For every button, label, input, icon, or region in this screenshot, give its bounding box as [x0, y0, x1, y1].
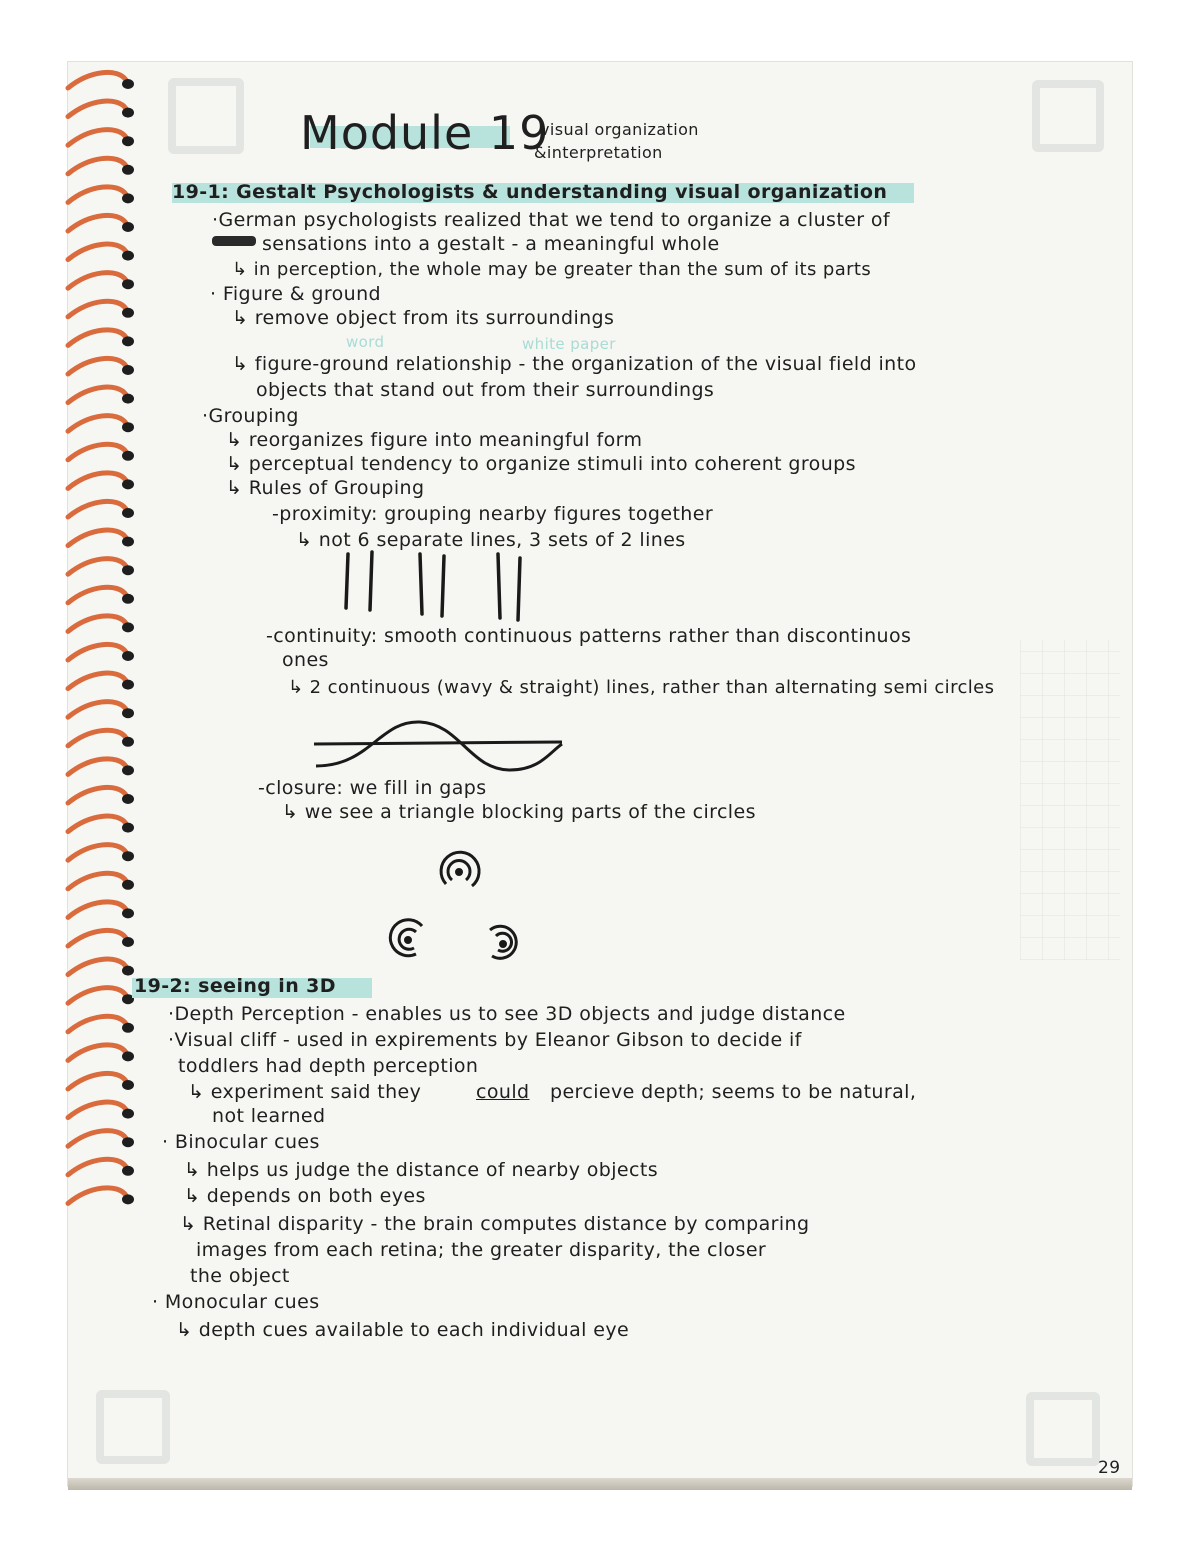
binding-hole: [122, 279, 134, 289]
note-line: objects that stand out from their surroundings: [256, 379, 715, 401]
closure-circles-drawing-icon: [388, 846, 528, 966]
binding-hole: [122, 908, 134, 918]
binding-hole: [122, 1051, 134, 1061]
proximity-lines-drawing-icon: [330, 548, 530, 624]
spiral-ring: [68, 1188, 126, 1204]
spiral-ring: [68, 1159, 126, 1175]
spiral-ring: [68, 988, 126, 1004]
binding-hole: [122, 1194, 134, 1204]
note-line: images from each retina; the greater disparity, the closer: [196, 1239, 767, 1261]
note-line: -proximity: grouping nearby figures together: [272, 503, 714, 525]
page-number: 29: [1098, 1458, 1121, 1478]
spiral-ring: [68, 587, 126, 603]
section-2-heading: 19-2: seeing in 3D: [134, 975, 336, 997]
note-line: ·Visual cliff - used in expirements by Eleanor Gibson to decide if: [168, 1029, 802, 1051]
note-line: ↳ remove object from its surroundings: [232, 307, 615, 329]
spiral-ring: [68, 1073, 126, 1089]
ghost-square: [168, 78, 244, 154]
ghost-square: [1032, 80, 1104, 152]
spiral-ring: [68, 616, 126, 632]
binding-hole: [122, 451, 134, 461]
ghost-square: [96, 1390, 170, 1464]
spiral-ring: [68, 72, 126, 88]
note-line: ↳ depth cues available to each individual eye: [176, 1319, 630, 1341]
spiral-ring: [68, 330, 126, 346]
binding-hole: [122, 708, 134, 718]
ghost-label: white paper: [522, 335, 616, 353]
binding-hole: [122, 336, 134, 346]
spiral-ring: [68, 387, 126, 403]
continuity-wave-drawing-icon: [310, 714, 570, 784]
binding-hole: [122, 222, 134, 232]
subtitle-line-2: &interpretation: [534, 143, 663, 162]
spiral-ring: [68, 273, 126, 289]
spiral-ring: [68, 501, 126, 517]
binding-hole: [122, 165, 134, 175]
note-line: ↳ Retinal disparity - the brain computes distance by comparing: [180, 1213, 810, 1235]
note-line: ↳ experiment said they: [188, 1081, 422, 1103]
note-line: percieve depth; seems to be natural,: [550, 1081, 917, 1103]
scribble-mark: [212, 236, 256, 246]
ghost-label: word: [346, 333, 385, 351]
note-line: -closure: we fill in gaps: [258, 777, 487, 799]
note-line: · Binocular cues: [162, 1131, 320, 1153]
spiral-ring: [68, 1045, 126, 1061]
note-line: not learned: [212, 1105, 326, 1127]
binding-hole: [122, 193, 134, 203]
spiral-binding-icon: [60, 62, 140, 1262]
binding-hole: [122, 1080, 134, 1090]
note-line: ↳ perceptual tendency to organize stimuli into coherent groups: [226, 453, 856, 475]
binding-hole: [122, 594, 134, 604]
spiral-ring: [68, 845, 126, 861]
subtitle-line-1: visual organization: [540, 120, 699, 139]
note-line: the object: [190, 1265, 290, 1287]
spiral-ring: [68, 787, 126, 803]
binding-hole: [122, 966, 134, 976]
binding-hole: [122, 251, 134, 261]
note-line: sensations into a gestalt - a meaningful whole: [262, 233, 720, 255]
note-line: ones: [282, 649, 329, 671]
spiral-ring: [68, 759, 126, 775]
binding-hole: [122, 108, 134, 118]
note-line: ·German psychologists realized that we tend to organize a cluster of: [212, 209, 891, 231]
spiral-ring: [68, 473, 126, 489]
binding-hole: [122, 79, 134, 89]
note-line: ↳ we see a triangle blocking parts of the circles: [282, 801, 756, 823]
page-edge: [68, 1478, 1132, 1490]
binding-hole: [122, 1137, 134, 1147]
binding-hole: [122, 880, 134, 890]
ghost-grid: [1020, 640, 1120, 960]
spiral-ring: [68, 1131, 126, 1147]
note-line: · Figure & ground: [210, 283, 382, 305]
note-line: ↳ in perception, the whole may be greater than the sum of its parts: [232, 259, 872, 280]
binding-hole: [122, 794, 134, 804]
note-line: ↳ not 6 separate lines, 3 sets of 2 lines: [296, 529, 686, 551]
ghost-square: [1026, 1392, 1100, 1466]
note-line: ↳ helps us judge the distance of nearby objects: [184, 1159, 659, 1181]
binding-hole: [122, 737, 134, 747]
binding-hole: [122, 823, 134, 833]
spiral-ring: [68, 930, 126, 946]
spiral-ring: [68, 902, 126, 918]
spiral-ring: [68, 358, 126, 374]
binding-hole: [122, 394, 134, 404]
binding-hole: [122, 1109, 134, 1119]
underlined-word: could: [476, 1081, 530, 1103]
binding-hole: [122, 937, 134, 947]
binding-hole: [122, 422, 134, 432]
spiral-ring: [68, 959, 126, 975]
binding-hole: [122, 622, 134, 632]
spiral-ring: [68, 644, 126, 660]
note-line: ·Depth Perception - enables us to see 3D objects and judge distance: [168, 1003, 846, 1025]
binding-hole: [122, 308, 134, 318]
spiral-ring: [68, 187, 126, 203]
binding-hole: [122, 680, 134, 690]
binding-hole: [122, 136, 134, 146]
note-line: toddlers had depth perception: [178, 1055, 479, 1077]
spiral-ring: [68, 873, 126, 889]
binding-hole: [122, 1166, 134, 1176]
binding-hole: [122, 365, 134, 375]
note-line: ↳ figure-ground relationship - the organization of the visual field into: [232, 353, 917, 375]
page-title: Module 19: [300, 106, 550, 160]
binding-hole: [122, 1023, 134, 1033]
spiral-ring: [68, 673, 126, 689]
spiral-ring: [68, 101, 126, 117]
spiral-ring: [68, 244, 126, 260]
spiral-ring: [68, 444, 126, 460]
binding-hole: [122, 508, 134, 518]
spiral-ring: [68, 816, 126, 832]
spiral-ring: [68, 730, 126, 746]
binding-hole: [122, 565, 134, 575]
spiral-ring: [68, 301, 126, 317]
spiral-ring: [68, 158, 126, 174]
note-line: ·Grouping: [202, 405, 299, 427]
spiral-ring: [68, 130, 126, 146]
note-line: ↳ depends on both eyes: [184, 1185, 426, 1207]
note-line: ↳ reorganizes figure into meaningful form: [226, 429, 643, 451]
spiral-ring: [68, 1102, 126, 1118]
spiral-ring: [68, 530, 126, 546]
spiral-ring: [68, 416, 126, 432]
note-line: ↳ 2 continuous (wavy & straight) lines, rather than alternating semi circles: [288, 677, 995, 698]
binding-hole: [122, 765, 134, 775]
note-line: -continuity: smooth continuous patterns rather than discontinuos: [266, 625, 912, 647]
binding-hole: [122, 537, 134, 547]
binding-hole: [122, 851, 134, 861]
spiral-ring: [68, 702, 126, 718]
binding-hole: [122, 651, 134, 661]
note-line: ↳ Rules of Grouping: [226, 477, 425, 499]
section-1-heading: 19-1: Gestalt Psychologists & understanding visual organization: [172, 181, 888, 203]
spiral-ring: [68, 559, 126, 575]
binding-hole: [122, 479, 134, 489]
note-line: · Monocular cues: [152, 1291, 320, 1313]
spiral-ring: [68, 1016, 126, 1032]
spiral-ring: [68, 215, 126, 231]
